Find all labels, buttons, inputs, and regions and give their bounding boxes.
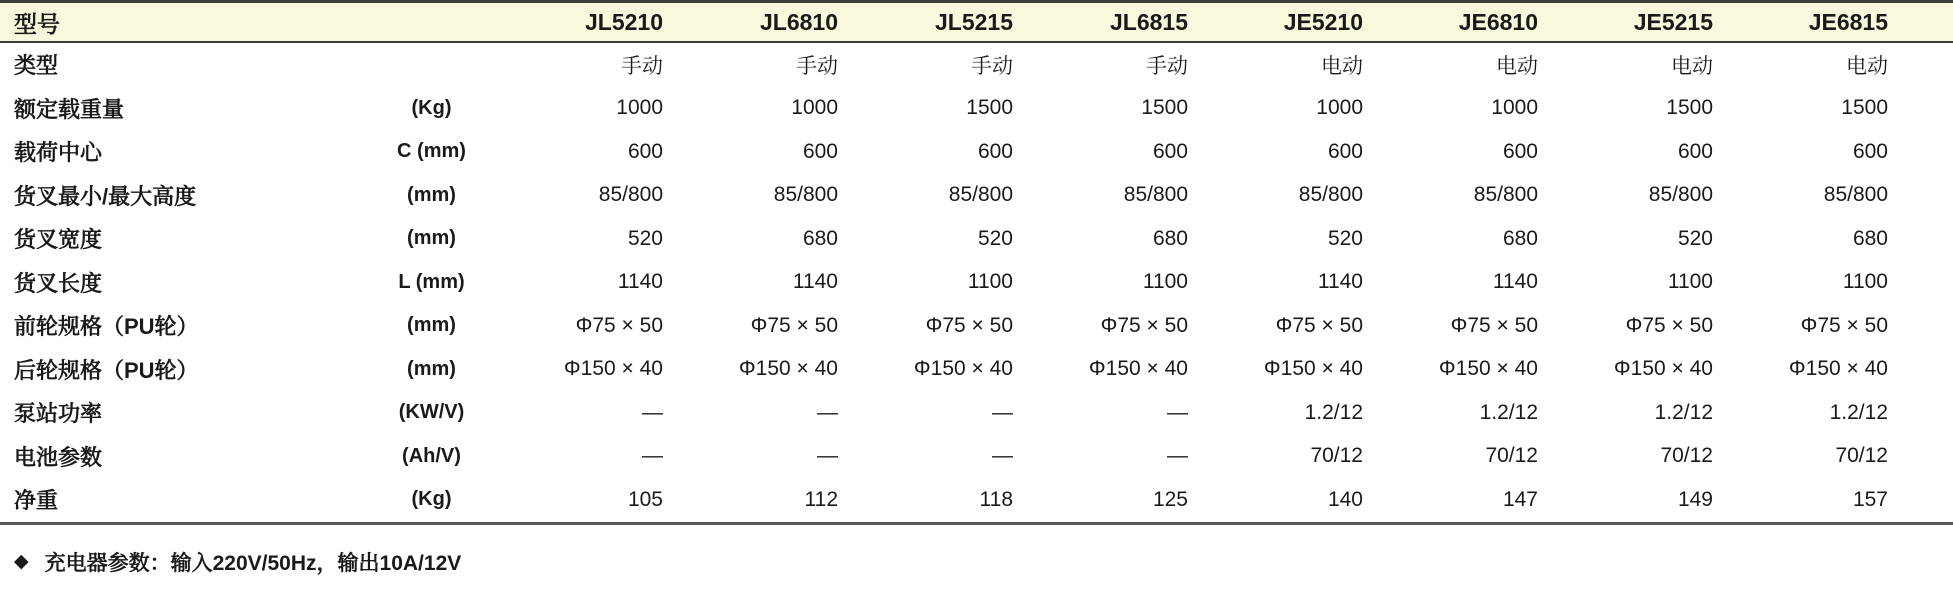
cell-value: Φ150 × 40 bbox=[738, 357, 838, 381]
header-model-je5210: JE5210 bbox=[1283, 8, 1363, 35]
cell-value: Φ150 × 40 bbox=[1788, 357, 1888, 381]
header-model-je6815: JE6815 bbox=[1808, 8, 1888, 35]
cell-value: 520 bbox=[977, 226, 1013, 250]
cell-value: 70/12 bbox=[1310, 444, 1363, 468]
cell-value: 1.2/12 bbox=[1304, 400, 1363, 424]
row-label: 类型 bbox=[14, 53, 59, 79]
cell-value: 70/12 bbox=[1660, 444, 1713, 468]
table-row bbox=[0, 217, 1953, 261]
row-unit: (KW/V) bbox=[398, 401, 465, 424]
row-unit: C (mm) bbox=[397, 140, 466, 163]
cell-value: Φ75 × 50 bbox=[1275, 313, 1363, 337]
table-row bbox=[0, 391, 1953, 435]
cell-value: 1000 bbox=[616, 96, 663, 120]
charger-note bbox=[0, 547, 1953, 577]
table-body bbox=[0, 43, 1953, 522]
diamond-bullet-icon: ◆ bbox=[14, 551, 29, 572]
cell-value: — bbox=[1167, 444, 1188, 468]
cell-value: 118 bbox=[979, 487, 1013, 511]
cell-value: 手动 bbox=[621, 54, 663, 78]
cell-value: 1500 bbox=[1666, 96, 1713, 120]
cell-value: 手动 bbox=[1146, 54, 1188, 78]
cell-value: — bbox=[1167, 400, 1188, 424]
cell-value: 520 bbox=[627, 226, 663, 250]
cell-value: 1000 bbox=[1491, 96, 1538, 120]
row-label: 额定载重量 bbox=[14, 96, 125, 122]
row-unit: (mm) bbox=[407, 227, 456, 250]
cell-value: 112 bbox=[804, 487, 838, 511]
cell-value: 1100 bbox=[967, 270, 1013, 294]
cell-value: 电动 bbox=[1496, 54, 1538, 78]
cell-value: 1140 bbox=[1317, 270, 1363, 294]
cell-value: 600 bbox=[1152, 139, 1188, 163]
cell-value: 600 bbox=[977, 139, 1013, 163]
cell-value: 85/800 bbox=[1298, 183, 1363, 207]
cell-value: 85/800 bbox=[1473, 183, 1538, 207]
cell-value: Φ75 × 50 bbox=[1625, 313, 1713, 337]
cell-value: 157 bbox=[1852, 487, 1888, 511]
cell-value: 70/12 bbox=[1835, 444, 1888, 468]
row-label: 后轮规格（PU轮） bbox=[14, 357, 199, 383]
cell-value: Φ150 × 40 bbox=[1263, 357, 1363, 381]
cell-value: 1100 bbox=[1142, 270, 1188, 294]
cell-value: 70/12 bbox=[1485, 444, 1538, 468]
cell-value: — bbox=[992, 400, 1013, 424]
cell-value: 1500 bbox=[1841, 96, 1888, 120]
row-label: 净重 bbox=[14, 488, 59, 514]
cell-value: 85/800 bbox=[773, 183, 838, 207]
row-unit: (Kg) bbox=[411, 488, 452, 511]
cell-value: Φ150 × 40 bbox=[1088, 357, 1188, 381]
header-model-jl6810: JL6810 bbox=[759, 8, 838, 35]
table-row bbox=[0, 435, 1953, 479]
table-row bbox=[0, 130, 1953, 174]
header-model-jl6815: JL6815 bbox=[1109, 8, 1188, 35]
cell-value: 680 bbox=[1152, 226, 1188, 250]
cell-value: Φ75 × 50 bbox=[1450, 313, 1538, 337]
cell-value: 600 bbox=[1327, 139, 1363, 163]
cell-value: 1000 bbox=[1316, 96, 1363, 120]
cell-value: 手动 bbox=[796, 54, 838, 78]
cell-value: 1.2/12 bbox=[1479, 400, 1538, 424]
cell-value: — bbox=[817, 400, 838, 424]
cell-value: 1140 bbox=[617, 270, 663, 294]
table-row bbox=[0, 261, 1953, 305]
row-label: 电池参数 bbox=[14, 444, 103, 470]
cell-value: 520 bbox=[1327, 226, 1363, 250]
cell-value: 手动 bbox=[971, 54, 1013, 78]
cell-value: 1500 bbox=[966, 96, 1013, 120]
row-label: 货叉长度 bbox=[14, 270, 103, 296]
cell-value: 1140 bbox=[792, 270, 838, 294]
cell-value: Φ75 × 50 bbox=[1100, 313, 1188, 337]
row-label: 泵站功率 bbox=[14, 401, 103, 427]
cell-value: 680 bbox=[802, 226, 838, 250]
cell-value: 85/800 bbox=[1823, 183, 1888, 207]
cell-value: 1100 bbox=[1667, 270, 1713, 294]
cell-value: 1.2/12 bbox=[1654, 400, 1713, 424]
row-label: 货叉宽度 bbox=[14, 227, 103, 253]
cell-value: 680 bbox=[1852, 226, 1888, 250]
row-unit: (mm) bbox=[407, 314, 456, 337]
cell-value: 85/800 bbox=[1123, 183, 1188, 207]
cell-value: Φ150 × 40 bbox=[1438, 357, 1538, 381]
cell-value: 600 bbox=[1502, 139, 1538, 163]
row-unit: (Kg) bbox=[411, 96, 452, 119]
cell-value: 600 bbox=[1852, 139, 1888, 163]
cell-value: 680 bbox=[1502, 226, 1538, 250]
charger-note-text: 充电器参数：输入220V/50Hz，输出10A/12V bbox=[44, 551, 462, 575]
cell-value: 147 bbox=[1502, 487, 1538, 511]
cell-value: 85/800 bbox=[598, 183, 663, 207]
header-model-je6810: JE6810 bbox=[1458, 8, 1538, 35]
row-label: 前轮规格（PU轮） bbox=[14, 314, 199, 340]
header-model-jl5210: JL5210 bbox=[584, 8, 663, 35]
header-model-je5215: JE5215 bbox=[1633, 8, 1713, 35]
row-unit: L (mm) bbox=[398, 270, 465, 293]
cell-value: — bbox=[642, 400, 663, 424]
cell-value: 125 bbox=[1152, 487, 1188, 511]
table-header-row bbox=[0, 3, 1953, 43]
cell-value: 140 bbox=[1327, 487, 1363, 511]
cell-value: 600 bbox=[1677, 139, 1713, 163]
row-label: 载荷中心 bbox=[14, 140, 103, 166]
table-row bbox=[0, 43, 1953, 87]
cell-value: — bbox=[817, 444, 838, 468]
cell-value: 1000 bbox=[791, 96, 838, 120]
header-model-label: 型号 bbox=[14, 10, 60, 37]
cell-value: 电动 bbox=[1671, 54, 1713, 78]
table-row bbox=[0, 174, 1953, 218]
cell-value: 600 bbox=[802, 139, 838, 163]
cell-value: 1100 bbox=[1842, 270, 1888, 294]
cell-value: Φ75 × 50 bbox=[1800, 313, 1888, 337]
cell-value: 149 bbox=[1677, 487, 1713, 511]
cell-value: 520 bbox=[1677, 226, 1713, 250]
cell-value: 105 bbox=[627, 487, 663, 511]
table-row bbox=[0, 348, 1953, 392]
cell-value: Φ150 × 40 bbox=[1613, 357, 1713, 381]
row-unit: (mm) bbox=[407, 357, 456, 380]
cell-value: 1.2/12 bbox=[1829, 400, 1888, 424]
cell-value: 600 bbox=[627, 139, 663, 163]
row-unit: (Ah/V) bbox=[402, 444, 461, 467]
row-label: 货叉最小/最大高度 bbox=[14, 183, 197, 209]
cell-value: 电动 bbox=[1321, 54, 1363, 78]
cell-value: — bbox=[642, 444, 663, 468]
row-unit: (mm) bbox=[407, 183, 456, 206]
table-row bbox=[0, 304, 1953, 348]
cell-value: 1500 bbox=[1141, 96, 1188, 120]
cell-value: 85/800 bbox=[948, 183, 1013, 207]
table-row bbox=[0, 87, 1953, 131]
table-row bbox=[0, 478, 1953, 522]
cell-value: 85/800 bbox=[1648, 183, 1713, 207]
cell-value: Φ75 × 50 bbox=[750, 313, 838, 337]
cell-value: — bbox=[992, 444, 1013, 468]
cell-value: 1140 bbox=[1492, 270, 1538, 294]
cell-value: Φ150 × 40 bbox=[913, 357, 1013, 381]
cell-value: 电动 bbox=[1846, 54, 1888, 78]
cell-value: Φ75 × 50 bbox=[925, 313, 1013, 337]
cell-value: Φ75 × 50 bbox=[575, 313, 663, 337]
header-model-jl5215: JL5215 bbox=[934, 8, 1013, 35]
cell-value: Φ150 × 40 bbox=[563, 357, 663, 381]
